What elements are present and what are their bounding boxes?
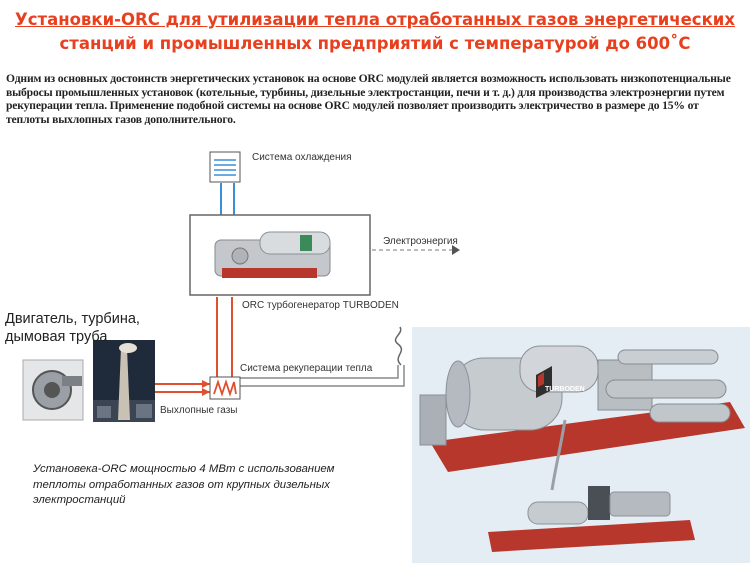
orc-turbogenerator-label: ORC турбогенератор TURBODEN (242, 300, 399, 311)
cooling-unit (210, 152, 240, 182)
heat-recuperation-label: Система рекуперации тепла (240, 363, 373, 374)
orc-turbogenerator-box (190, 215, 370, 295)
title-line-2: станций и промышленных предприятий с температурой до 600˚С (59, 34, 691, 53)
heat-source-line-2: дымовая труба (5, 329, 108, 345)
exhaust-arrow-icon (202, 380, 210, 396)
engine-photo (23, 360, 83, 420)
title-line-1: Установки-ORC для утилизации тепла отработанных газов энергетических (15, 10, 735, 29)
heat-source-line-1: Двигатель, турбина, (5, 311, 140, 327)
heat-recuperator (210, 377, 240, 399)
photo-caption: Установека-ORC мощностью 4 МВт с использованием теплоты отработанных газов от крупных дизельных электростанций (33, 463, 335, 506)
turbodon-brand-label: TURBODEN (545, 386, 585, 393)
exhaust-gases-label: Выхлопные газы (160, 405, 238, 416)
orc-plant-render (412, 327, 750, 563)
smoke-plume-icon (395, 327, 401, 365)
electricity-label: Электроэнергия (383, 236, 458, 247)
chimney-photo (93, 340, 155, 422)
intro-paragraph: Одним из основных достоинств энергетических установок на основе ORC модулей является возможность использовать низкопотенциальные выбросы промышленных установок (котельные, турбины, дизельные электростанции, печи и т. д.) для производства электроэнергии путем рекуперации тепла. Применение подобной системы на основе ORC модулей позволяет производить электричество в размере до 15% от теплоты выхлопных газов дополнительного. (6, 72, 731, 126)
cooling-system-label: Система охлаждения (252, 152, 352, 163)
heat-source-label (5, 310, 140, 346)
